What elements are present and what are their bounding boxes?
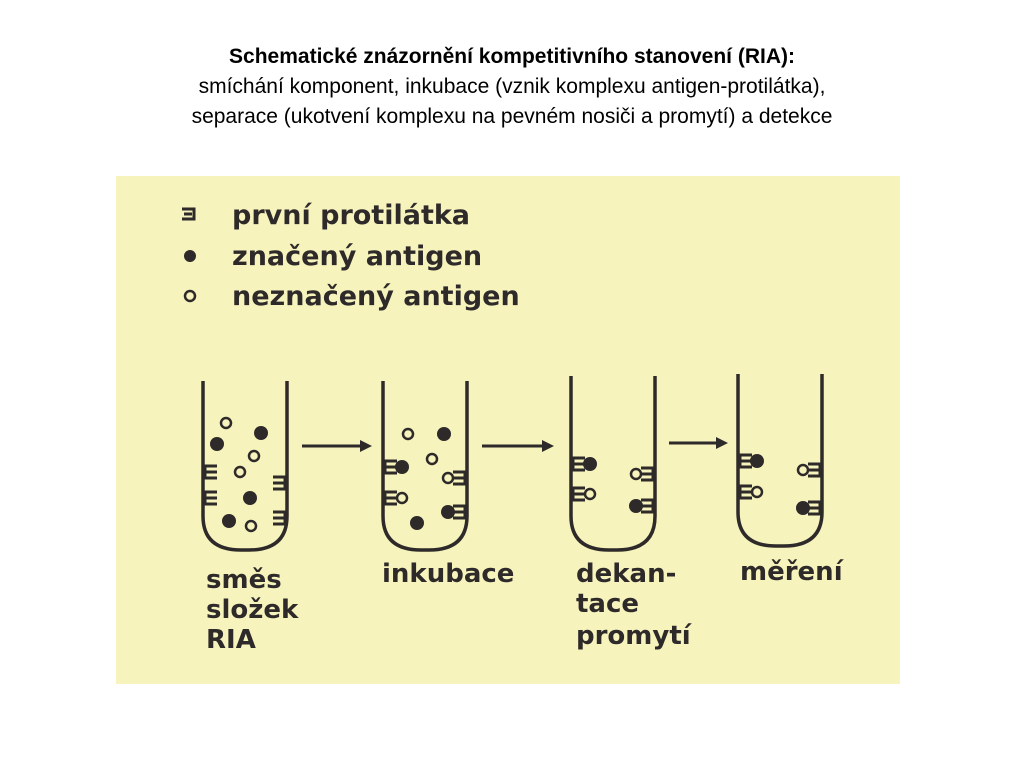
labeled-antigen-legend-icon [184,250,196,262]
step-4-label: měření [740,557,843,587]
tube-incubation [383,381,467,550]
slide-subtitle-line-2: separace (ukotvení komplexu na pevném nosiči a promytí) a detekce [191,105,833,128]
ria-diagram-canvas [116,176,900,684]
tube-mixture [203,381,287,550]
arrow-3 [669,437,728,449]
tube-decantation [571,376,655,550]
arrow-1 [302,440,372,452]
slide-header [0,42,1024,132]
step-labels [206,557,845,655]
step-1-label-line-1: směs [206,565,282,595]
antibody-legend-icon [182,209,194,219]
slide-title: Schematické znázornění kompetitivního stanovení (RIA): [229,45,795,68]
step-3-label-line-1: dekan- [576,559,677,589]
legend-label-unlabeled-antigen: neznačený antigen [232,281,520,312]
tube-measurement [738,374,822,546]
ria-diagram [116,176,900,684]
step-3-label-line-3: promytí [576,621,691,651]
legend [182,200,520,312]
slide-subtitle-line-1: smíchání komponent, inkubace (vznik komplexu antigen-protilátka), [198,75,826,98]
step-1-label-line-3: RIA [206,625,256,655]
step-1-label-line-2: složek [206,595,299,625]
legend-label-antibody: první protilátka [232,200,471,231]
step-2-label: inkubace [382,559,515,589]
step-3-label-line-2: tace [576,589,640,619]
legend-label-labeled-antigen: značený antigen [232,241,483,272]
unlabeled-antigen-legend-icon [185,291,195,301]
arrow-2 [482,440,554,452]
